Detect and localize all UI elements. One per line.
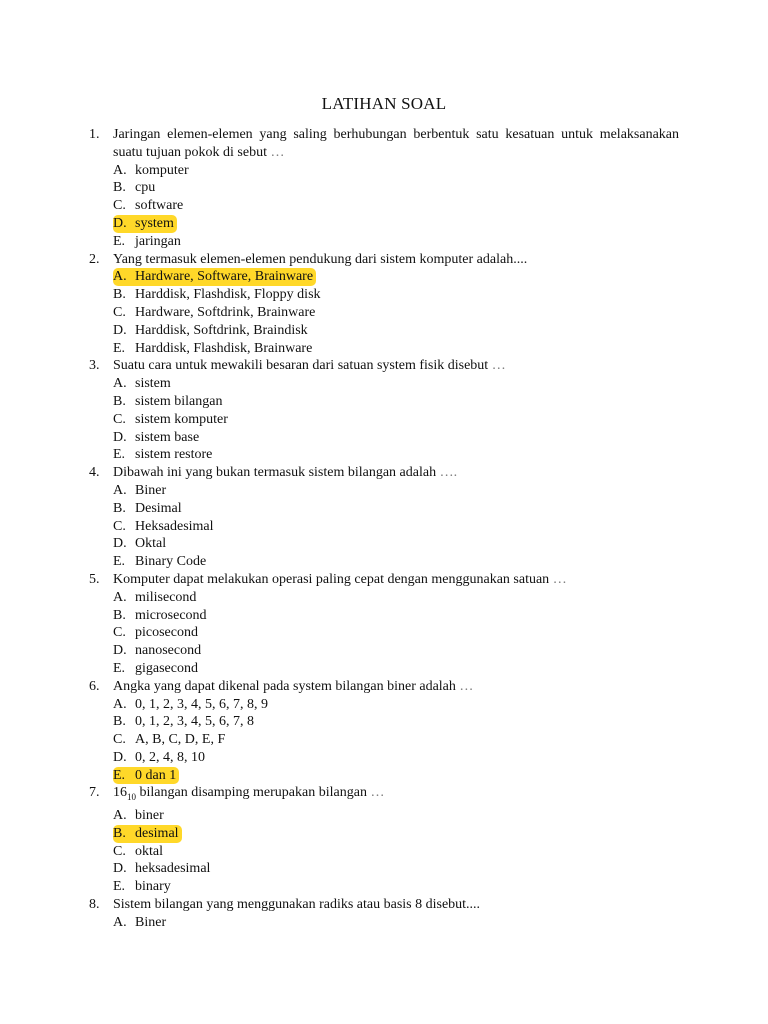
question-body: bilangan disamping merupakan bilangan xyxy=(139,785,367,801)
answer-option-content xyxy=(113,518,217,536)
question-item xyxy=(89,678,679,785)
option-letter: C. xyxy=(113,732,126,748)
answer-options xyxy=(113,375,679,464)
option-letter: B. xyxy=(113,607,126,623)
answer-option-content xyxy=(113,286,324,304)
answer-option-content xyxy=(113,322,311,340)
option-letter: A. xyxy=(113,914,127,930)
question-text xyxy=(113,251,679,269)
option-text: nanosecond xyxy=(135,643,202,659)
answer-option-content xyxy=(113,340,315,358)
question-item xyxy=(89,784,679,896)
option-letter: C. xyxy=(113,411,126,427)
question-row xyxy=(89,126,679,162)
question-body: Suatu cara untuk mewakili besaran dari satuan system fisik disebut xyxy=(113,358,489,374)
option-letter: B. xyxy=(113,714,126,730)
option-text: system xyxy=(135,215,174,231)
answer-option xyxy=(113,878,679,896)
question-text xyxy=(113,678,679,696)
question-number: 1. xyxy=(89,127,100,142)
question-body: Jaringan elemen-elemen yang saling berhubungan berbentuk satu kesatuan untuk melaksanakan suatu tujuan pokok di sebut xyxy=(113,127,679,160)
highlighted-answer xyxy=(113,215,177,233)
answer-option-content xyxy=(113,500,185,518)
option-text: milisecond xyxy=(135,589,197,605)
answer-option xyxy=(113,713,679,731)
question-row xyxy=(89,784,679,807)
option-text: Hardware, Software, Brainware xyxy=(135,269,314,285)
question-item xyxy=(89,126,679,251)
question-body: Dibawah ini yang bukan termasuk sistem bilangan adalah xyxy=(113,465,437,481)
highlighted-answer xyxy=(113,767,179,785)
answer-option xyxy=(113,233,679,251)
answer-option-content xyxy=(113,197,186,215)
option-text: 0, 1, 2, 3, 4, 5, 6, 7, 8, 9 xyxy=(135,696,268,712)
question-ellipsis: … xyxy=(370,785,385,801)
answer-option-content xyxy=(113,535,169,553)
answer-options xyxy=(113,807,679,896)
question-number: 6. xyxy=(89,678,100,694)
answer-option xyxy=(113,446,679,464)
question-body: Yang termasuk elemen-elemen pendukung dari sistem komputer adalah.... xyxy=(113,251,528,267)
answer-option xyxy=(113,589,679,607)
answer-option xyxy=(113,767,679,785)
answer-option xyxy=(113,268,679,286)
question-number: 3. xyxy=(89,358,100,374)
answer-option-content xyxy=(113,860,213,878)
answer-option-content xyxy=(113,304,318,322)
question-text xyxy=(113,784,679,807)
answer-option xyxy=(113,518,679,536)
answer-option xyxy=(113,322,679,340)
option-letter: A. xyxy=(113,589,127,605)
option-letter: E. xyxy=(113,879,126,895)
answer-option xyxy=(113,607,679,625)
answer-option xyxy=(113,860,679,878)
option-text: Heksadesimal xyxy=(135,518,214,534)
option-text: Biner xyxy=(135,482,167,498)
option-text: Biner xyxy=(135,914,167,930)
answer-option-content xyxy=(113,233,184,251)
option-text: sistem restore xyxy=(135,447,213,463)
answer-option xyxy=(113,393,679,411)
question-ellipsis: … xyxy=(491,358,506,374)
option-letter: B. xyxy=(113,500,126,516)
answer-option-content xyxy=(113,411,231,429)
question-list xyxy=(89,126,679,932)
option-text: 0, 2, 4, 8, 10 xyxy=(135,749,205,765)
highlighted-answer xyxy=(113,825,182,843)
option-letter: B. xyxy=(113,180,126,196)
option-letter: A. xyxy=(113,162,127,178)
question-item xyxy=(89,251,679,358)
answer-option-content xyxy=(113,375,174,393)
option-letter: E. xyxy=(113,660,126,676)
question-number: 7. xyxy=(89,785,100,801)
question-row xyxy=(89,896,679,914)
option-letter: E. xyxy=(113,340,126,356)
answer-option xyxy=(113,696,679,714)
option-letter: C. xyxy=(113,843,126,859)
option-text: 0, 1, 2, 3, 4, 5, 6, 7, 8 xyxy=(135,714,254,730)
answer-option-content xyxy=(113,482,169,500)
answer-option xyxy=(113,731,679,749)
answer-option xyxy=(113,500,679,518)
answer-option xyxy=(113,482,679,500)
answer-option xyxy=(113,624,679,642)
option-letter: C. xyxy=(113,198,126,214)
option-text: Harddisk, Flashdisk, Floppy disk xyxy=(135,287,321,303)
answer-option xyxy=(113,807,679,825)
option-text: picosecond xyxy=(135,625,198,641)
option-letter: B. xyxy=(113,825,126,841)
option-text: desimal xyxy=(135,825,179,841)
option-text: heksadesimal xyxy=(135,861,211,877)
answer-option xyxy=(113,375,679,393)
option-letter: D. xyxy=(113,643,127,659)
option-text: Harddisk, Flashdisk, Brainware xyxy=(135,340,313,356)
answer-option-content xyxy=(113,429,202,447)
option-text: 0 dan 1 xyxy=(135,767,177,783)
question-text xyxy=(113,126,679,162)
answer-options xyxy=(113,482,679,571)
question-item xyxy=(89,896,679,932)
option-letter: E. xyxy=(113,233,126,249)
question-ellipsis: … xyxy=(270,144,285,160)
option-letter: E. xyxy=(113,447,126,463)
option-letter: D. xyxy=(113,429,127,445)
question-text xyxy=(113,357,679,375)
answer-option-content xyxy=(113,660,201,678)
answer-options xyxy=(113,589,679,678)
answer-option xyxy=(113,215,679,233)
option-text: A, B, C, D, E, F xyxy=(135,732,226,748)
question-text xyxy=(113,896,679,914)
question-body: Angka yang dapat dikenal pada system bilangan biner adalah xyxy=(113,678,456,694)
option-text: sistem base xyxy=(135,429,200,445)
answer-option-content xyxy=(113,914,169,932)
option-letter: C. xyxy=(113,518,126,534)
option-text: sistem xyxy=(135,376,171,392)
answer-option-content xyxy=(113,446,215,464)
option-letter: E. xyxy=(113,767,126,783)
option-letter: B. xyxy=(113,393,126,409)
answer-option-content xyxy=(113,589,199,607)
answer-option xyxy=(113,197,679,215)
answer-option xyxy=(113,825,679,843)
question-number: 5. xyxy=(89,571,100,587)
page-title: LATIHAN SOAL xyxy=(321,94,447,113)
option-letter: D. xyxy=(113,536,127,552)
option-letter: B. xyxy=(113,287,126,303)
question-item xyxy=(89,571,679,678)
option-letter: D. xyxy=(113,749,127,765)
answer-options xyxy=(113,696,679,785)
option-letter: C. xyxy=(113,625,126,641)
option-letter: A. xyxy=(113,808,127,824)
question-ellipsis: …. xyxy=(439,465,458,481)
option-letter: C. xyxy=(113,304,126,320)
answer-option-content xyxy=(113,393,226,411)
highlighted-answer xyxy=(113,268,316,286)
question-ellipsis: … xyxy=(459,678,474,694)
answer-option xyxy=(113,660,679,678)
answer-option xyxy=(113,340,679,358)
option-text: cpu xyxy=(135,180,156,196)
number-value: 16 xyxy=(113,785,127,801)
answer-option xyxy=(113,162,679,180)
option-letter: A. xyxy=(113,696,127,712)
question-number: 8. xyxy=(89,897,100,913)
answer-option xyxy=(113,642,679,660)
answer-option xyxy=(113,411,679,429)
question-row xyxy=(89,464,679,482)
option-text: jaringan xyxy=(135,233,181,249)
number-base-subscript: 10 xyxy=(127,792,136,803)
answer-option-content xyxy=(113,624,201,642)
option-text: microsecond xyxy=(135,607,207,623)
option-text: oktal xyxy=(135,843,163,859)
option-text: Harddisk, Softdrink, Braindisk xyxy=(135,322,308,338)
answer-option xyxy=(113,304,679,322)
answer-option-content xyxy=(113,807,167,825)
question-body: Komputer dapat melakukan operasi paling cepat dengan menggunakan satuan xyxy=(113,571,550,587)
question-number: 2. xyxy=(89,251,100,267)
answer-option-content xyxy=(113,642,204,660)
option-letter: D. xyxy=(113,861,127,877)
option-text: software xyxy=(135,198,184,214)
option-text: binary xyxy=(135,879,171,895)
option-text: gigasecond xyxy=(135,660,198,676)
question-body: Sistem bilangan yang menggunakan radiks atau basis 8 disebut.... xyxy=(113,897,481,913)
option-text: Desimal xyxy=(135,500,182,516)
question-item xyxy=(89,357,679,464)
answer-option xyxy=(113,553,679,571)
option-text: sistem komputer xyxy=(135,411,228,427)
answer-option-content xyxy=(113,553,209,571)
answer-option xyxy=(113,429,679,447)
option-letter: D. xyxy=(113,322,127,338)
option-text: biner xyxy=(135,808,164,824)
question-text xyxy=(113,571,679,589)
question-text xyxy=(113,464,679,482)
question-item xyxy=(89,464,679,571)
option-letter: A. xyxy=(113,269,127,285)
option-letter: A. xyxy=(113,376,127,392)
option-text: Oktal xyxy=(135,536,167,552)
option-letter: D. xyxy=(113,215,127,231)
answer-options xyxy=(113,162,679,251)
option-letter: A. xyxy=(113,482,127,498)
answer-option xyxy=(113,286,679,304)
option-text: sistem bilangan xyxy=(135,393,223,409)
answer-option xyxy=(113,843,679,861)
answer-option-content xyxy=(113,731,228,749)
answer-options xyxy=(113,268,679,357)
answer-option-content xyxy=(113,713,257,731)
answer-option xyxy=(113,749,679,767)
answer-option xyxy=(113,914,679,932)
question-row xyxy=(89,251,679,269)
question-row xyxy=(89,678,679,696)
answer-option-content xyxy=(113,878,174,896)
answer-option-content xyxy=(113,162,192,180)
answer-option xyxy=(113,179,679,197)
answer-options xyxy=(113,914,679,932)
answer-option-content xyxy=(113,749,208,767)
answer-option-content xyxy=(113,843,166,861)
question-row xyxy=(89,357,679,375)
question-row xyxy=(89,571,679,589)
option-text: Hardware, Softdrink, Brainware xyxy=(135,304,316,320)
answer-option-content xyxy=(113,607,210,625)
option-text: komputer xyxy=(135,162,189,178)
question-ellipsis: … xyxy=(552,571,567,587)
question-number: 4. xyxy=(89,465,100,481)
option-letter: E. xyxy=(113,554,126,570)
answer-option xyxy=(113,535,679,553)
answer-option-content xyxy=(113,696,271,714)
answer-option-content xyxy=(113,179,158,197)
option-text: Binary Code xyxy=(135,554,207,570)
